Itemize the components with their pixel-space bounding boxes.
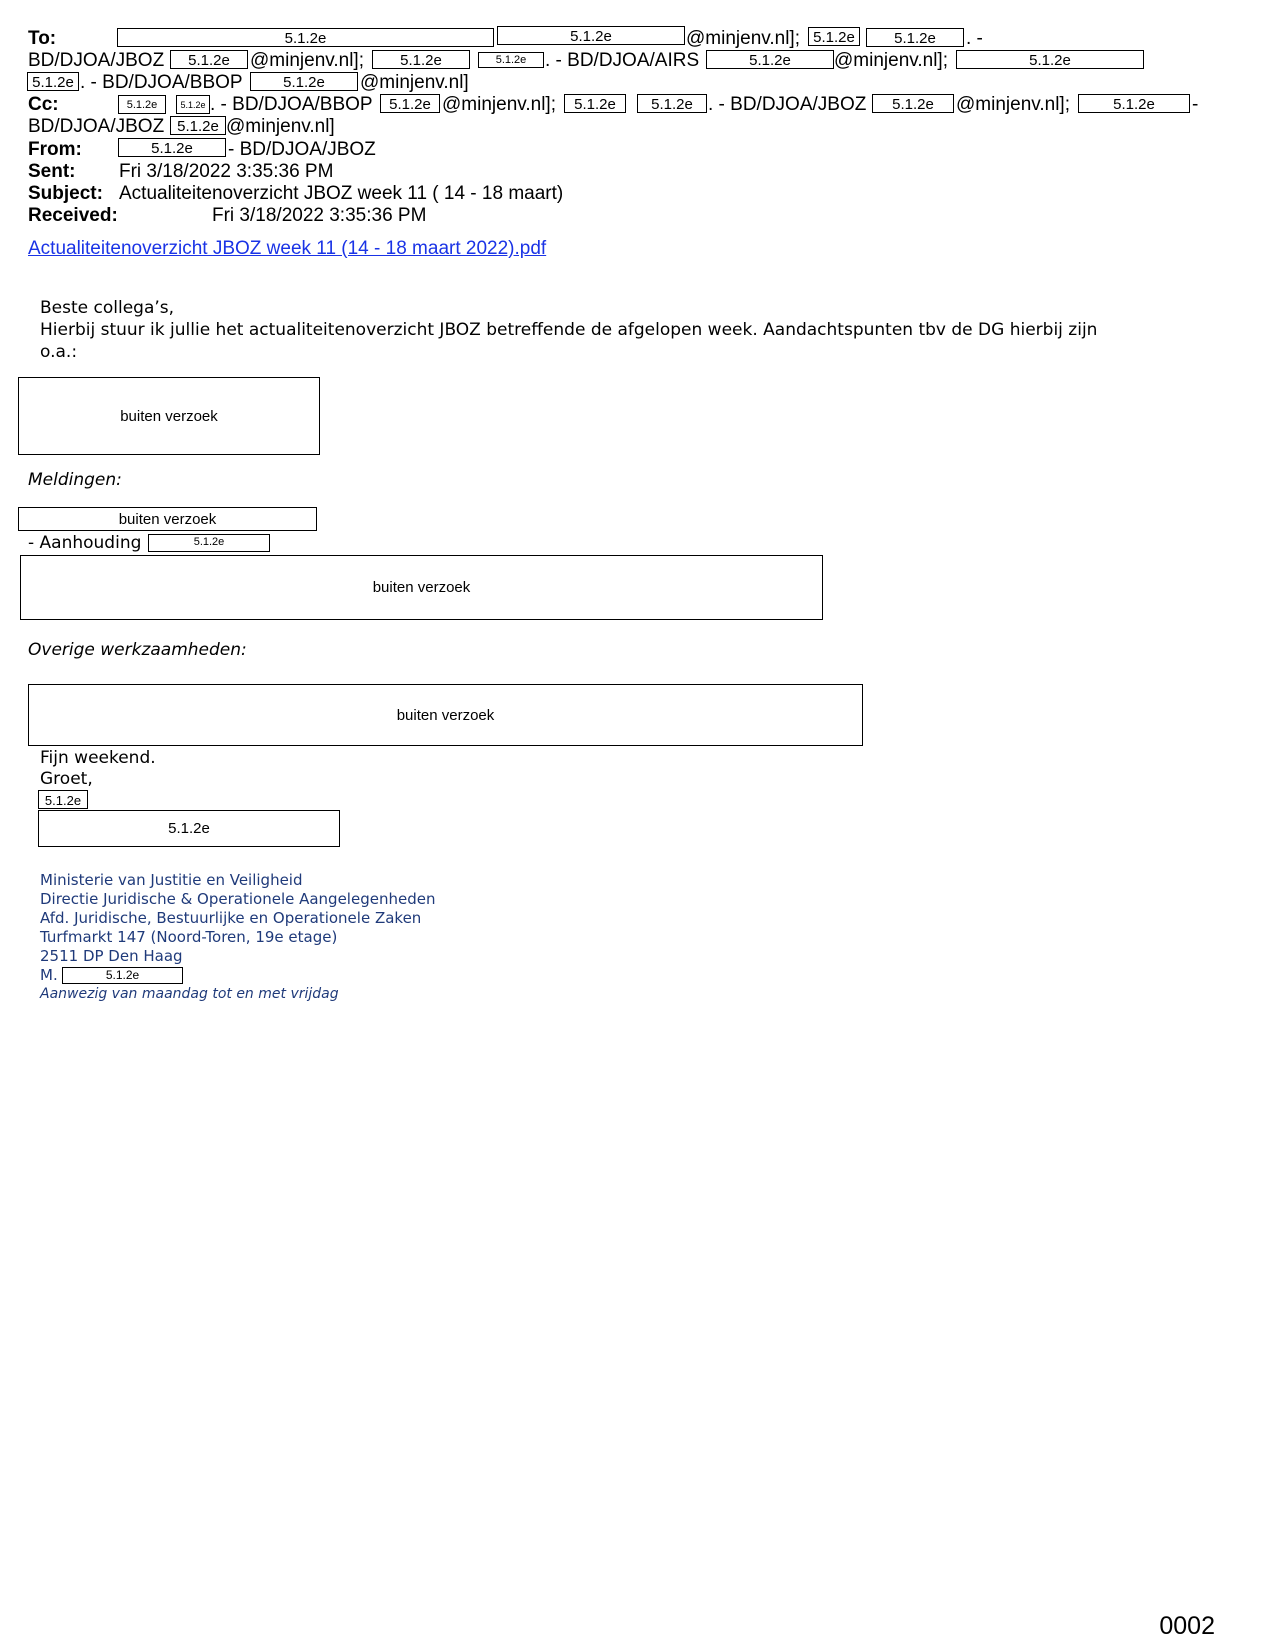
meldingen-heading: Meldingen: (28, 470, 122, 490)
redaction-box: 5.1.2e (38, 790, 88, 809)
redaction-box: 5.1.2e (176, 95, 210, 114)
dept-text: BD/DJOA/JBOZ (28, 116, 165, 137)
redaction-box: 5.1.2e (872, 94, 954, 113)
signature-line-5: 2511 DP Den Haag (40, 947, 183, 965)
from-label: From: (28, 139, 82, 160)
signature-line-3: Afd. Juridische, Bestuurlijke en Operationele Zaken (40, 909, 422, 927)
domain-text: @minjenv.nl]; (956, 94, 1070, 115)
greeting: Beste collega’s, (40, 298, 175, 318)
redaction-box: 5.1.2e (637, 94, 707, 113)
redaction-box: 5.1.2e (497, 26, 685, 45)
punct: - (1192, 94, 1199, 115)
redaction-box: 5.1.2e (564, 94, 626, 113)
closing-2: Groet, (40, 769, 93, 789)
redaction-box: 5.1.2e (1078, 94, 1190, 113)
redaction-box: 5.1.2e (118, 95, 166, 114)
received-label: Received: (28, 205, 118, 226)
domain-text: @minjenv.nl]; (834, 50, 948, 71)
redaction-box: 5.1.2e (372, 50, 470, 69)
redaction-box: 5.1.2e (956, 50, 1144, 69)
redaction-block: buiten verzoek (18, 507, 317, 531)
from-line (28, 139, 82, 161)
signature-mobile-label: M. (40, 966, 58, 984)
signature-line-2: Directie Juridische & Operationele Aangelegenheden (40, 890, 436, 908)
redaction-box: 5.1.2e (170, 50, 248, 69)
redaction-box: 5.1.2e (117, 28, 494, 47)
overige-heading: Overige werkzaamheden: (28, 640, 247, 660)
sent-label: Sent: (28, 161, 76, 182)
to-line-1 (28, 28, 56, 50)
redaction-box: 5.1.2e (866, 28, 964, 47)
dept-text: . - BD/DJOA/AIRS (545, 50, 700, 71)
domain-text: @minjenv.nl]; (250, 50, 364, 71)
aanhouding-text: - Aanhouding (28, 533, 142, 553)
redaction-box: 5.1.2e (62, 967, 183, 984)
attachment-link[interactable]: Actualiteitenoverzicht JBOZ week 11 (14 - 18 maart 2022).pdf (28, 238, 547, 259)
punct: . - (966, 28, 983, 49)
dept-text: BD/DJOA/JBOZ (28, 50, 165, 71)
intro-line-2: o.a.: (40, 342, 78, 362)
domain-text: @minjenv.nl]; (686, 28, 800, 49)
signature-availability: Aanwezig van maandag tot en met vrijdag (40, 986, 339, 1002)
cc-line (28, 94, 59, 116)
redaction-box: 5.1.2e (808, 27, 860, 46)
sent-line (28, 161, 76, 183)
redaction-box: 5.1.2e (148, 534, 270, 552)
domain-text: @minjenv.nl]; (442, 94, 556, 115)
signature-line-4: Turfmarkt 147 (Noord-Toren, 19e etage) (40, 928, 338, 946)
intro-line-1: Hierbij stuur ik jullie het actualiteitenoverzicht JBOZ betreffende de afgelopen week. Aandachtspunten tbv de DG hierbij zijn (40, 320, 1098, 340)
page-number: 0002 (1159, 1612, 1215, 1640)
cc-label: Cc: (28, 94, 59, 115)
to-label: To: (28, 28, 57, 49)
from-dept: - BD/DJOA/JBOZ (228, 139, 376, 160)
sent-value: Fri 3/18/2022 3:35:36 PM (119, 161, 334, 182)
received-line (28, 205, 118, 227)
subject-label: Subject: (28, 183, 103, 204)
domain-text: @minjenv.nl] (226, 116, 335, 137)
redaction-block: buiten verzoek (28, 684, 863, 746)
subject-value: Actualiteitenoverzicht JBOZ week 11 ( 14 - 18 maart) (119, 183, 564, 204)
domain-text: @minjenv.nl] (360, 72, 469, 93)
redaction-box: 5.1.2e (706, 50, 834, 69)
redaction-box: 5.1.2e (478, 52, 544, 68)
received-value: Fri 3/18/2022 3:35:36 PM (212, 205, 427, 226)
redaction-block: 5.1.2e (38, 810, 340, 847)
redaction-box: 5.1.2e (170, 116, 226, 135)
redaction-box: 5.1.2e (250, 72, 358, 91)
closing-1: Fijn weekend. (40, 748, 156, 768)
dept-text: . - BD/DJOA/BBOP (80, 72, 243, 93)
subject-line (28, 183, 103, 205)
dept-text: . - BD/DJOA/JBOZ (708, 94, 867, 115)
signature-line-1: Ministerie van Justitie en Veiligheid (40, 871, 303, 889)
redaction-box: 5.1.2e (118, 138, 226, 157)
redaction-block: buiten verzoek (18, 377, 320, 455)
redaction-block: buiten verzoek (20, 555, 823, 620)
dept-text: . - BD/DJOA/BBOP (210, 94, 373, 115)
redaction-box: 5.1.2e (27, 72, 79, 91)
redaction-box: 5.1.2e (380, 94, 440, 113)
